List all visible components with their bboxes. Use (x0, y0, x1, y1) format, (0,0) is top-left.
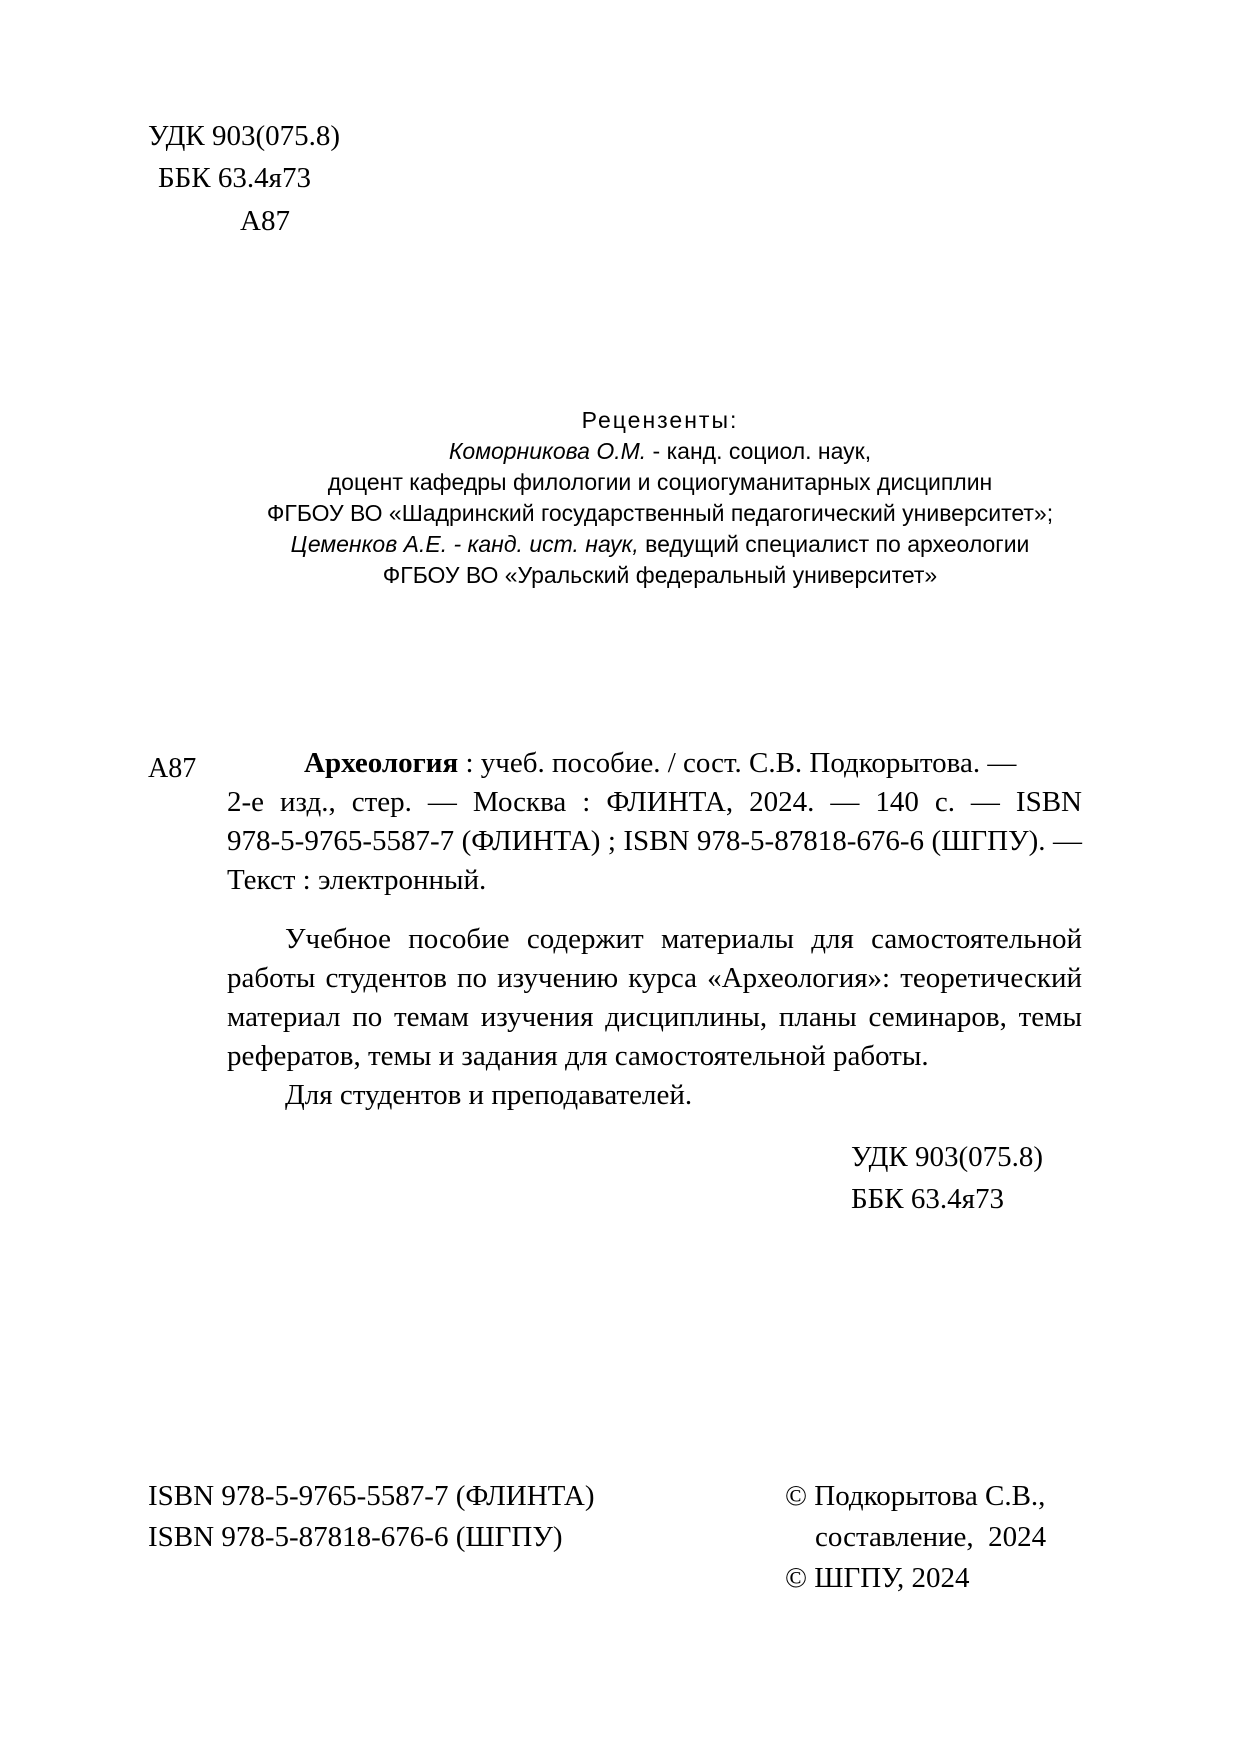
udk-code-top: УДК 903(075.8) (148, 120, 341, 152)
abstract-line-1: Учебное пособие содержит материалы для самостоятельной (285, 923, 1082, 955)
author-code-top: А87 (240, 205, 290, 237)
reviewer-2-position: ведущий специалист по археологии (638, 531, 1030, 557)
copyright-publisher: © ШГПУ, 2024 (785, 1562, 970, 1594)
bib-line-2: 2-е изд., стер. — Москва : ФЛИНТА, 2024. — 140 с. — ISBN (227, 786, 1082, 818)
reviewer-2 (200, 529, 1120, 560)
reviewer-1 (200, 436, 1120, 467)
reviewer-2-name-degree: Цеменков А.Е. - канд. ист. наук, (290, 531, 639, 557)
udk-code-bottom: УДК 903(075.8) (851, 1141, 1044, 1173)
isbn-shgpu: ISBN 978-5-87818-676-6 (ШГПУ) (148, 1521, 563, 1553)
isbn-flinta: ISBN 978-5-9765-5587-7 (ФЛИНТА) (148, 1480, 595, 1512)
book-title: Археология (304, 747, 459, 779)
copyright-compilation: составление, 2024 (815, 1521, 1047, 1553)
reviewers-heading: Рецензенты: (581, 407, 739, 433)
bibliographic-record (227, 744, 1082, 900)
reviewer-1-org: ФГБОУ ВО «Шадринский государственный педагогический университет»; (266, 500, 1054, 526)
reviewer-1-degree: - канд. социол. наук, (646, 438, 872, 464)
bib-line-4: Текст : электронный. (227, 864, 487, 896)
abstract-line-3: материал по темам изучения дисциплины, планы семинаров, темы (227, 1001, 1082, 1033)
author-code: А87 (148, 753, 197, 784)
audience-line: Для студентов и преподавателей. (285, 1079, 693, 1111)
reviewer-1-name: Коморникова О.М. (448, 438, 647, 464)
abstract-line-4: рефератов, темы и задания для самостоятельной работы. (227, 1040, 929, 1072)
abstract (227, 920, 1082, 1115)
bbk-code-top: ББК 63.4я73 (158, 162, 311, 194)
reviewers-block (200, 405, 1120, 591)
bib-line-3: 978-5-9765-5587-7 (ФЛИНТА) ; ISBN 978-5-87818-676-6 (ШГПУ). — (227, 825, 1082, 857)
abstract-line-2: работы студентов по изучению курса «Археология»: теоретический (227, 962, 1082, 994)
copyright-compiler: © Подкорытова С.В., (785, 1480, 1046, 1512)
reviewer-2-org: ФГБОУ ВО «Уральский федеральный университет» (382, 562, 938, 588)
bib-line-1-rest: : учеб. пособие. / сост. С.В. Подкорытова. — (465, 747, 1017, 779)
reviewer-1-position: доцент кафедры филологии и социогуманитарных дисциплин (327, 469, 993, 495)
bbk-code-bottom: ББК 63.4я73 (851, 1183, 1004, 1215)
bib-line-1 (227, 744, 1082, 783)
